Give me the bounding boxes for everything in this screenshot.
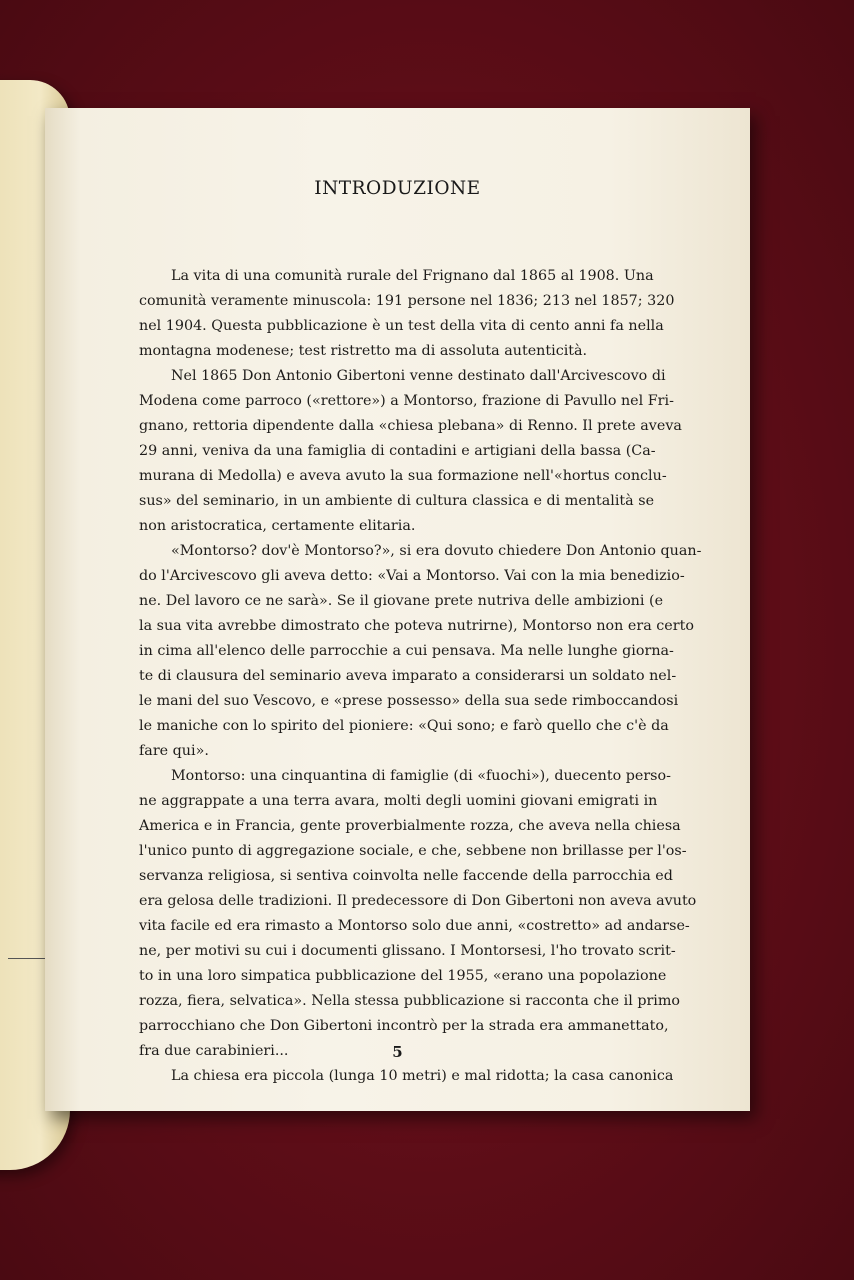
- text-line: gnano, rettoria dipendente dalla «chiesa plebana» di Renno. Il prete aveva: [139, 418, 682, 434]
- text-line: non aristocratica, certamente elitaria.: [139, 518, 416, 534]
- text-line: rozza, fiera, selvatica». Nella stessa pubblicazione si racconta che il primo: [139, 993, 681, 1009]
- text-line: vita facile ed era rimasto a Montorso solo due anni, «costretto» ad andarse-: [139, 918, 690, 934]
- text-line: nel 1904. Questa pubblicazione è un test della vita di cento anni fa nella: [139, 318, 664, 334]
- text-line: le maniche con lo spirito del pioniere: «Qui sono; e farò quello che c'è da: [139, 718, 669, 734]
- text-line: l'unico punto di aggregazione sociale, e che, sebbene non brillasse per l'os-: [139, 843, 687, 859]
- book-page: [45, 108, 750, 1111]
- text-line: murana di Medolla) e aveva avuto la sua formazione nell'«hortus conclu-: [139, 468, 667, 484]
- text-line: fare qui».: [139, 743, 209, 759]
- text-line: «Montorso? dov'è Montorso?», si era dovuto chiedere Don Antonio quan-: [171, 543, 702, 559]
- text-line: ne aggrappate a una terra avara, molti degli uomini giovani emigrati in: [139, 793, 658, 809]
- chapter-title: INTRODUZIONE: [314, 178, 481, 199]
- text-line: Modena come parroco («rettore») a Montorso, frazione di Pavullo nel Fri-: [139, 393, 674, 409]
- text-line: ne. Del lavoro ce ne sarà». Se il giovane prete nutriva delle ambizioni (e: [139, 593, 664, 609]
- text-line: in cima all'elenco delle parrocchie a cui pensava. Ma nelle lunghe giorna-: [139, 643, 674, 659]
- text-line: La vita di una comunità rurale del Frignano dal 1865 al 1908. Una: [171, 268, 654, 284]
- text-line: fra due carabinieri...: [139, 1043, 289, 1059]
- text-line: ne, per motivi su cui i documenti glissano. I Montorsesi, l'ho trovato scrit-: [139, 943, 676, 959]
- text-line: montagna modenese; test ristretto ma di assoluta autenticità.: [139, 343, 588, 359]
- text-line: le mani del suo Vescovo, e «prese possesso» della sua sede rimboccandosi: [139, 693, 679, 709]
- text-line: comunità veramente minuscola: 191 persone nel 1836; 213 nel 1857; 320: [139, 293, 675, 309]
- text-line: servanza religiosa, si sentiva coinvolta nelle faccende della parrocchia ed: [139, 868, 673, 884]
- page-number: 5: [392, 1043, 403, 1061]
- text-line: Nel 1865 Don Antonio Gibertoni venne destinato dall'Arcivescovo di: [171, 368, 666, 384]
- text-line: 29 anni, veniva da una famiglia di contadini e artigiani della bassa (Ca-: [139, 443, 656, 459]
- text-line: sus» del seminario, in un ambiente di cultura classica e di mentalità se: [139, 493, 655, 509]
- text-line: Montorso: una cinquantina di famiglie (di «fuochi»), duecento perso-: [171, 768, 671, 784]
- text-line: era gelosa delle tradizioni. Il predecessore di Don Gibertoni non aveva avuto: [139, 893, 697, 909]
- text-line: te di clausura del seminario aveva imparato a considerarsi un soldato nel-: [139, 668, 677, 684]
- text-line: la sua vita avrebbe dimostrato che poteva nutrirne), Montorso non era certo: [139, 618, 694, 634]
- text-line: parrocchiano che Don Gibertoni incontrò per la strada era ammanettato,: [139, 1018, 669, 1034]
- body-text: [139, 264, 702, 1089]
- text-line: La chiesa era piccola (lunga 10 metri) e mal ridotta; la casa canonica: [171, 1068, 674, 1084]
- text-line: America e in Francia, gente proverbialmente rozza, che aveva nella chiesa: [139, 818, 681, 834]
- text-line: to in una loro simpatica pubblicazione del 1955, «erano una popolazione: [139, 968, 667, 984]
- text-line: do l'Arcivescovo gli aveva detto: «Vai a Montorso. Vai con la mia benedizio-: [139, 568, 685, 584]
